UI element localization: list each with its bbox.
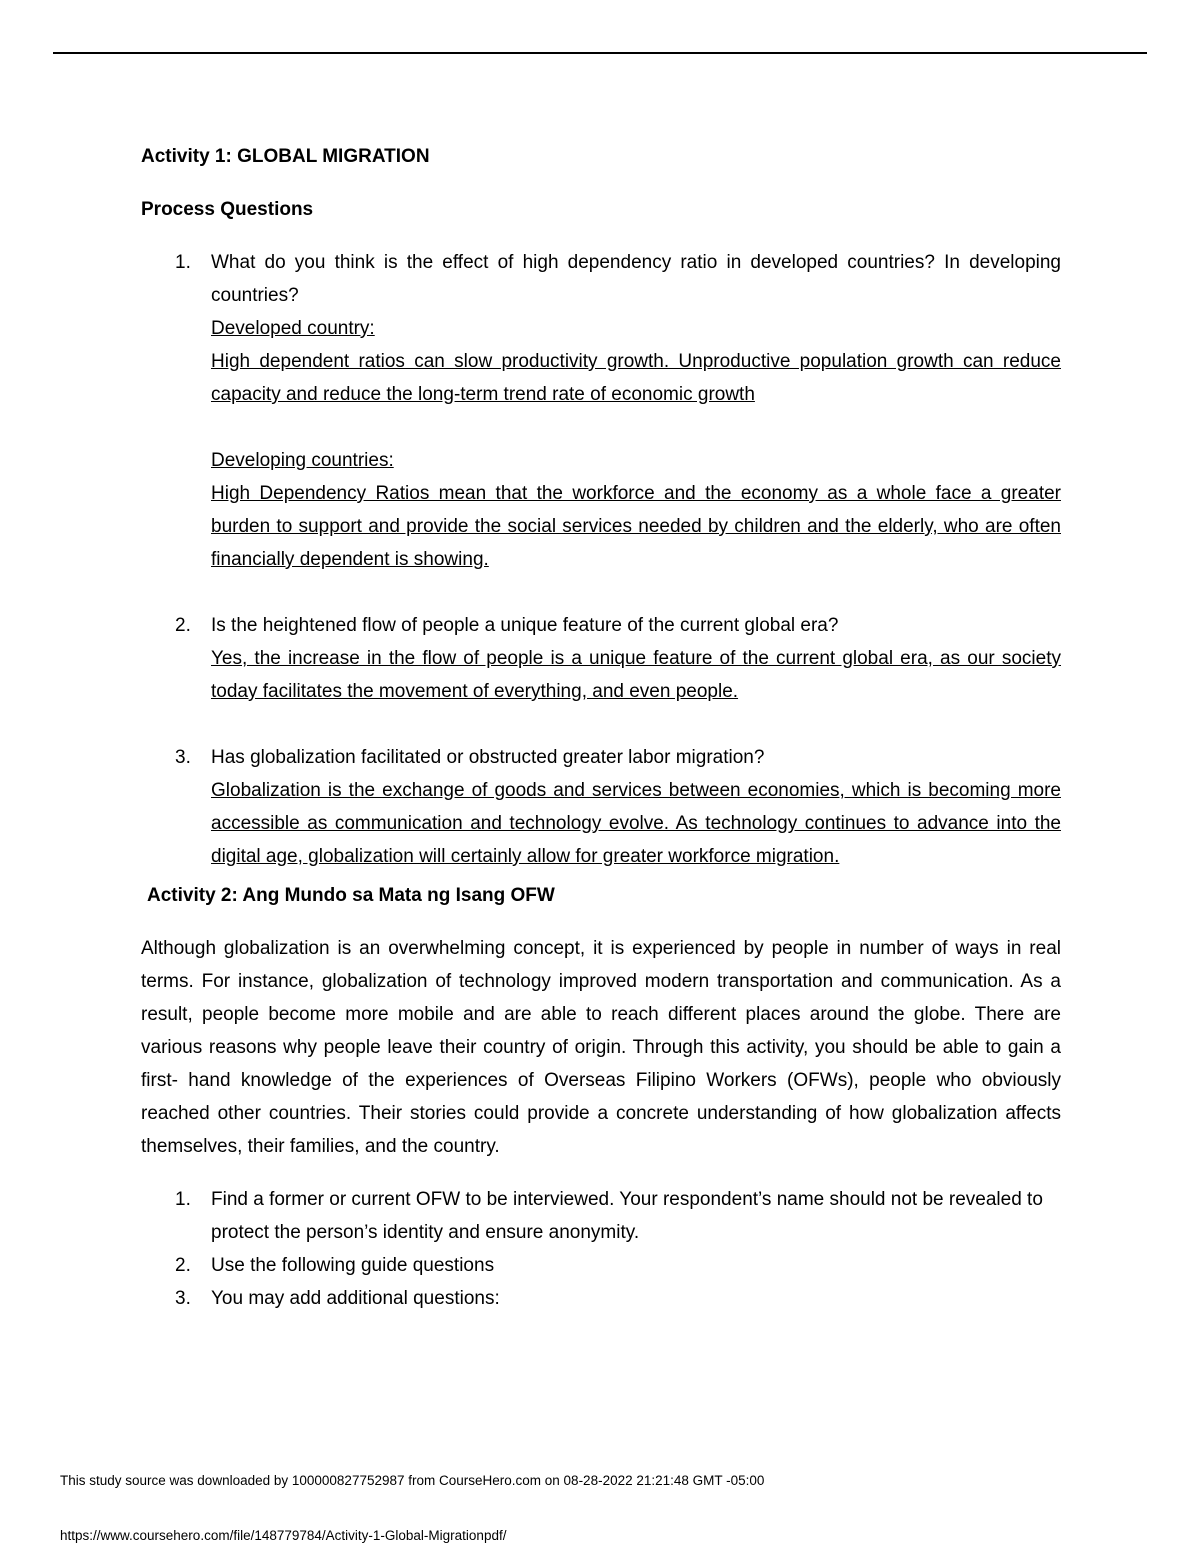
activity2-title: Activity 2: Ang Mundo sa Mata ng Isang OFW bbox=[147, 885, 555, 906]
list-number: 1. bbox=[175, 252, 191, 273]
list-item bbox=[141, 1183, 1061, 1249]
activity1-title: Activity 1: GLOBAL MIGRATION bbox=[141, 146, 430, 167]
activity2-steps-list bbox=[141, 1183, 1061, 1315]
process-questions-heading: Process Questions bbox=[141, 199, 314, 220]
process-questions-list bbox=[141, 246, 1061, 873]
step-text: Find a former or current OFW to be interviewed. Your respondent’s name should not be revealed to protect the person’s identity and ensure anonymity. bbox=[211, 1189, 1043, 1243]
answer-text: High dependent ratios can slow productivity growth. Unproductive population growth can reduce capacity and reduce the long-term trend rate of economic growth bbox=[211, 351, 1061, 405]
list-number: 1. bbox=[175, 1189, 191, 1210]
step-text: Use the following guide questions bbox=[211, 1255, 495, 1276]
question-text: What do you think is the effect of high dependency ratio in developed countries? In developing countries? bbox=[211, 252, 1061, 306]
answer-text: High Dependency Ratios mean that the workforce and the economy as a whole face a greater burden to support and provide the social services needed by children and the elderly, who are often financially dependent is showing. bbox=[211, 483, 1061, 570]
question-text: Is the heightened flow of people a unique feature of the current global era? bbox=[211, 615, 839, 636]
list-number: 3. bbox=[175, 747, 191, 768]
answer-label: Developed country: bbox=[211, 318, 375, 339]
source-url[interactable]: https://www.coursehero.com/file/148779784/Activity-1-Global-Migrationpdf/ bbox=[60, 1528, 507, 1543]
question-text: Has globalization facilitated or obstructed greater labor migration? bbox=[211, 747, 765, 768]
list-number: 2. bbox=[175, 1255, 191, 1276]
list-item bbox=[141, 1282, 1061, 1315]
answer-label: Developing countries: bbox=[211, 450, 394, 471]
list-number: 2. bbox=[175, 615, 191, 636]
document-body bbox=[141, 140, 1061, 1315]
step-text: You may add additional questions: bbox=[211, 1288, 500, 1309]
answer-text: Yes, the increase in the flow of people is a unique feature of the current global era, as our society today facilitates the movement of everything, and even people. bbox=[211, 648, 1061, 702]
download-source-note: This study source was downloaded by 100000827752987 from CourseHero.com on 08-28-2022 21:21:48 GMT -05:00 bbox=[60, 1473, 765, 1488]
activity2-intro: Although globalization is an overwhelming concept, it is experienced by people in number of ways in real terms. For instance, globalization of technology improved modern transportation and communication. As a result, people become more mobile and are able to reach different places around the globe. There are various reasons why people leave their country of origin. Through this activity, you should be able to gain a first- hand knowledge of the experiences of Overseas Filipino Workers (OFWs), people who obviously reached other countries. Their stories could provide a concrete understanding of how globalization affects themselves, their families, and the country. bbox=[141, 938, 1061, 1157]
answer-text: Globalization is the exchange of goods and services between economies, which is becoming more accessible as communication and technology evolve. As technology continues to advance into the digital age, globalization will certainly allow for greater workforce migration. bbox=[211, 780, 1061, 867]
list-item bbox=[141, 246, 1061, 609]
list-number: 3. bbox=[175, 1288, 191, 1309]
list-item bbox=[141, 1249, 1061, 1282]
list-item bbox=[141, 609, 1061, 741]
list-item bbox=[141, 741, 1061, 873]
top-rule bbox=[53, 52, 1147, 54]
